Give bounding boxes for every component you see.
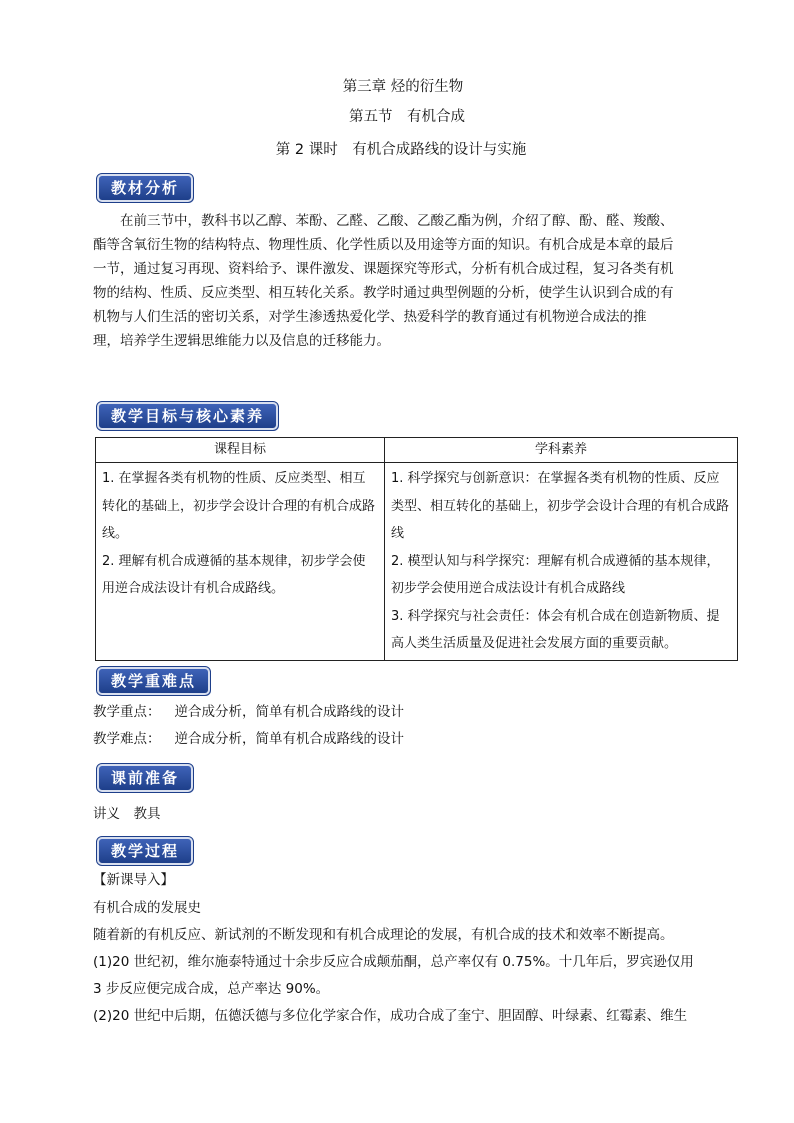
literacy-item: 3. 科学探究与社会责任：体会有机合成在创造新物质、提高人类生活质量及促进社会发展方面的重要贡献。 [391, 608, 720, 651]
table-header-row [96, 438, 738, 463]
chapter-title: 第三章 烃的衍生物 [342, 79, 464, 95]
lesson-title: 第 2 课时 有机合成路线的设计与实施 [275, 142, 527, 158]
section-title: 第五节 有机合成 [349, 109, 465, 125]
table-row [96, 463, 738, 661]
process-line: 3 步反应便完成合成，总产率达 90%。 [93, 981, 330, 997]
badge-key-difficult-points: 教学重难点 [97, 667, 210, 695]
literacy-cell [385, 463, 738, 661]
course-goal-item: 2. 理解有机合成遵循的基本规律，初步学会使用逆合成法设计有机合成路线。 [102, 553, 366, 596]
teaching-focus-label: 教学重点： [93, 704, 161, 720]
goals-table [95, 437, 738, 661]
teaching-focus [93, 703, 404, 721]
badge-textbook-analysis: 教材分析 [97, 174, 193, 202]
analysis-paragraph [93, 209, 713, 353]
course-goals-cell [96, 463, 385, 661]
badge-goals-literacy: 教学目标与核心素养 [97, 402, 278, 430]
header-course-goals: 课程目标 [96, 438, 385, 463]
badge-teaching-process: 教学过程 [97, 837, 193, 865]
process-subtitle: 有机合成的发展史 [93, 900, 201, 916]
header-literacy: 学科素养 [385, 438, 738, 463]
badge-class-preparation: 课前准备 [97, 764, 193, 792]
course-goal-item: 1. 在掌握各类有机物的性质、反应类型、相互转化的基础上，初步学会设计合理的有机合成路线。 [102, 471, 376, 541]
teaching-difficulty-text: 逆合成分析，简单有机合成路线的设计 [174, 731, 404, 747]
process-line: 随着新的有机反应、新试剂的不断发现和有机合成理论的发展，有机合成的技术和效率不断提高。 [93, 927, 674, 943]
analysis-line: 在前三节中，教科书以乙醇、苯酚、乙醛、乙酸、乙酸乙酯为例，介绍了醇、酚、醛、羧酸、 [120, 213, 674, 229]
analysis-line: 机物与人们生活的密切关系，对学生渗透热爱化学、热爱科学的教育通过有机物逆合成法的推 [93, 309, 647, 325]
analysis-line: 一节，通过复习再现、资料给予、课件激发、课题探究等形式，分析有机合成过程，复习各类有机 [93, 261, 674, 277]
literacy-item: 2. 模型认知与科学探究：理解有机合成遵循的基本规律，初步学会使用逆合成法设计有机合成路线 [391, 553, 720, 596]
literacy-item: 1. 科学探究与创新意识：在掌握各类有机物的性质、反应类型、相互转化的基础上，初步学会设计合理的有机合成路线 [391, 471, 730, 541]
process-line: (2)20 世纪中后期，伍德沃德与多位化学家合作，成功合成了奎宁、胆固醇、叶绿素、红霉素、维生 [93, 1008, 688, 1024]
analysis-line: 酯等含氧衍生物的结构特点、物理性质、化学性质以及用途等方面的知识。有机合成是本章的最后 [93, 237, 674, 253]
process-line: (1)20 世纪初，维尔施泰特通过十余步反应合成颠茄酮，总产率仅有 0.75%。十几年后，罗宾逊仅用 [93, 954, 694, 970]
new-lesson-intro-heading: 【新课导入】 [93, 872, 174, 888]
teaching-difficulty-label: 教学难点： [93, 731, 161, 747]
analysis-line: 理，培养学生逻辑思维能力以及信息的迁移能力。 [93, 333, 390, 349]
preparation-text: 讲义 教具 [93, 806, 161, 822]
analysis-line: 物的结构、性质、反应类型、相互转化关系。教学时通过典型例题的分析，使学生认识到合成的有 [93, 285, 674, 301]
teaching-focus-text: 逆合成分析，简单有机合成路线的设计 [174, 704, 404, 720]
teaching-difficulty [93, 730, 404, 748]
